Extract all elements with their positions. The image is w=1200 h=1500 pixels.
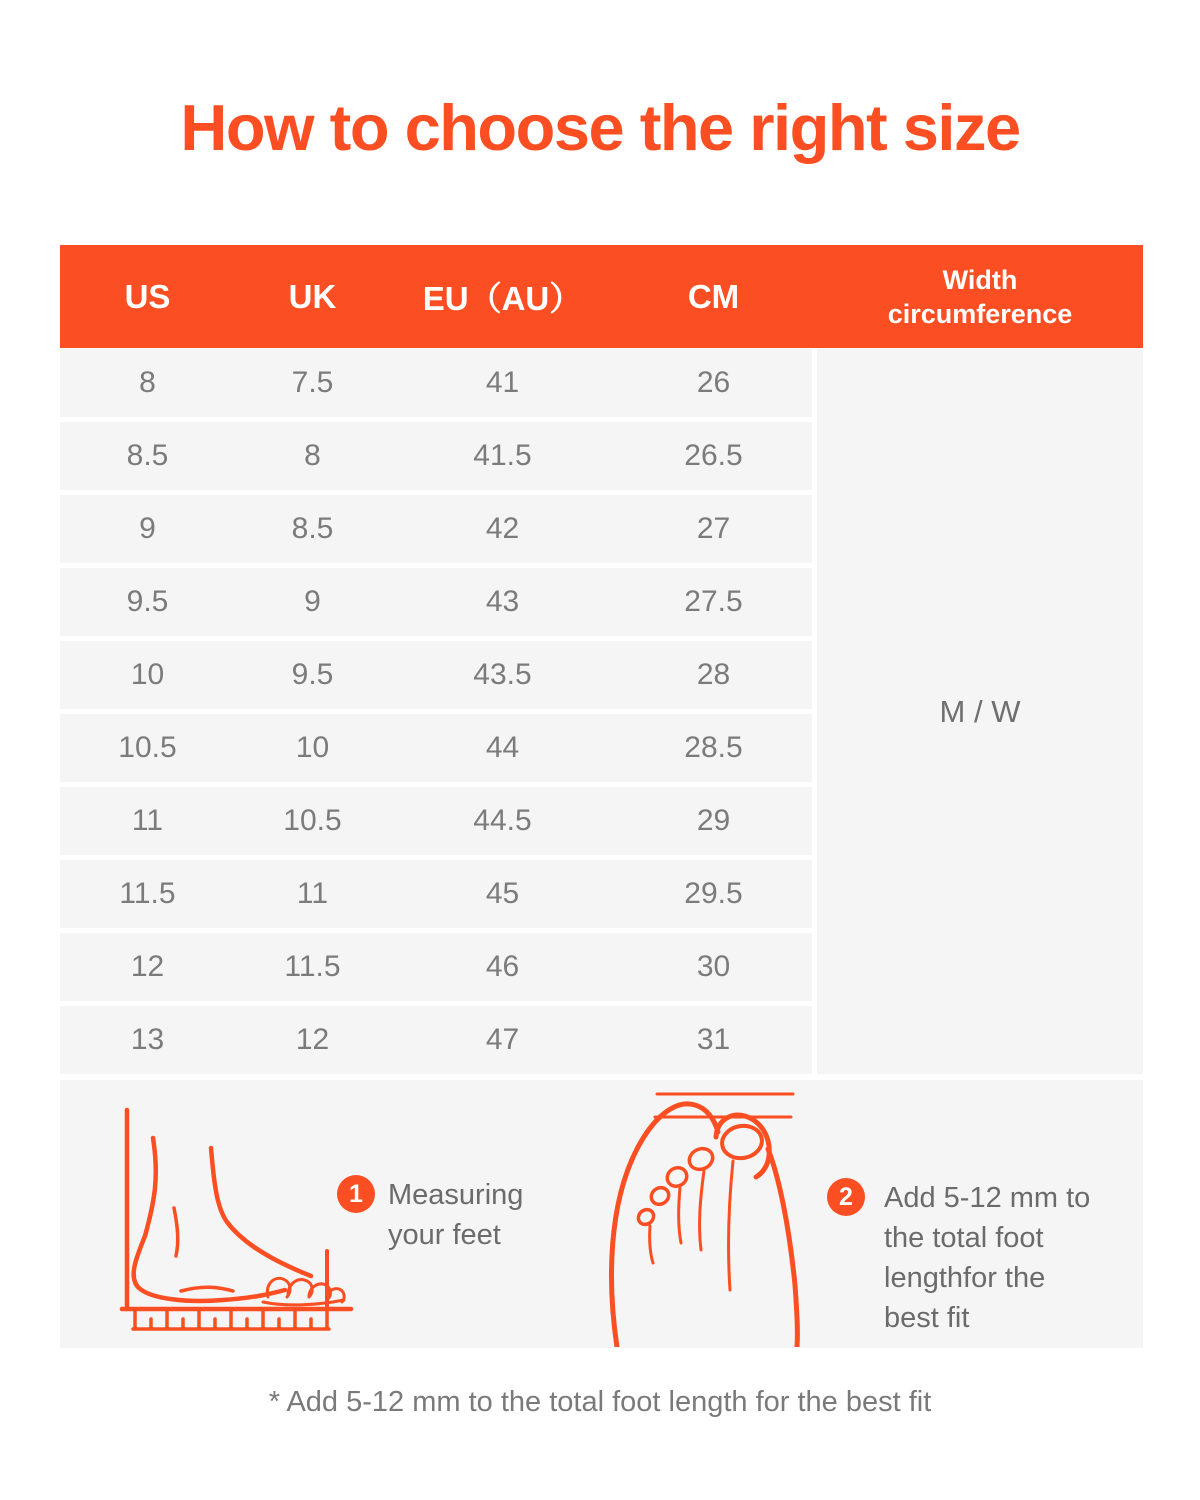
col-header-us: US — [124, 277, 171, 315]
step-2-number: 2 — [839, 1182, 853, 1211]
step-2-line: the total foot — [884, 1222, 1044, 1254]
size-cell: 44.5 — [473, 804, 532, 837]
size-cell: 7.5 — [291, 366, 334, 399]
step-1-text — [388, 1175, 523, 1255]
page-title: How to choose the right size — [180, 91, 1020, 164]
table-row — [60, 422, 812, 490]
size-cell: 10 — [295, 731, 330, 764]
size-cell: 10.5 — [118, 731, 177, 764]
size-cell: 47 — [485, 1023, 520, 1056]
table-row — [60, 933, 812, 1001]
col-header-eu-au: EU（AU） — [422, 280, 583, 317]
size-cell: 12 — [130, 950, 165, 983]
size-cell: 8 — [139, 366, 156, 399]
col-header-width-circumference — [817, 263, 1143, 331]
table-row — [60, 1006, 812, 1074]
size-cell: 9.5 — [291, 658, 334, 691]
size-cell: 28.5 — [684, 731, 743, 764]
size-cell: 8.5 — [126, 439, 169, 472]
size-cell: 11 — [131, 804, 164, 837]
size-cell: 11.5 — [284, 950, 341, 983]
size-cell: 9.5 — [126, 585, 169, 618]
step-1-number: 1 — [349, 1179, 363, 1208]
table-row — [60, 495, 812, 563]
size-cell: 43.5 — [473, 658, 532, 691]
step-1-line: your feet — [388, 1219, 501, 1251]
table-row — [60, 568, 812, 636]
table-row — [60, 787, 812, 855]
col-header-cm: CM — [687, 277, 740, 315]
size-cell: 8 — [304, 439, 321, 472]
size-cell: 9 — [139, 512, 156, 545]
size-cell: 8.5 — [291, 512, 334, 545]
step-2-text — [884, 1178, 1090, 1338]
size-table-body — [60, 349, 1143, 1074]
size-cell: 26.5 — [684, 439, 743, 472]
size-cell: 27.5 — [684, 585, 743, 618]
size-cell: 26 — [696, 366, 731, 399]
step-1-line: Measuring — [388, 1179, 524, 1211]
size-cell: 11 — [296, 877, 329, 910]
size-cell: 43 — [485, 585, 520, 618]
size-cell: 28 — [696, 658, 731, 691]
step-2-line: lengthfor the — [884, 1262, 1046, 1294]
size-cell: 10 — [130, 658, 165, 691]
size-cell: 29 — [696, 804, 731, 837]
step-2-line: best fit — [884, 1302, 970, 1334]
measuring-instructions-panel — [60, 1080, 1143, 1348]
footnote: * Add 5-12 mm to the total foot length for the best fit — [268, 1386, 932, 1418]
size-cell: 42 — [485, 512, 520, 545]
size-cell: 46 — [485, 950, 520, 983]
step-2-badge — [827, 1178, 865, 1216]
width-circumference-cell — [817, 349, 1143, 1074]
size-cell: 10.5 — [283, 804, 342, 837]
col-header-uk: UK — [288, 277, 337, 315]
size-cell: 41 — [485, 366, 520, 399]
table-row — [60, 349, 812, 417]
table-row — [60, 641, 812, 709]
size-cell: 12 — [295, 1023, 330, 1056]
size-cell: 30 — [696, 950, 731, 983]
size-cell: 9 — [304, 585, 321, 618]
foot-side-with-ruler-icon — [115, 1088, 385, 1343]
size-cell: 29.5 — [684, 877, 743, 910]
size-table-header — [60, 245, 1143, 348]
size-cell: 44 — [485, 731, 520, 764]
size-cell: 31 — [696, 1023, 731, 1056]
foot-top-toes-icon — [605, 1085, 870, 1347]
size-cell: 11.5 — [119, 877, 176, 910]
step-2-line: Add 5-12 mm to — [884, 1182, 1091, 1214]
width-header-line1: Width — [942, 264, 1018, 295]
width-header-line2: circumference — [887, 298, 1073, 329]
size-cell: 13 — [130, 1023, 165, 1056]
table-row — [60, 714, 812, 782]
size-table — [60, 245, 1143, 1074]
width-value: M / W — [939, 693, 1021, 729]
size-rows — [60, 349, 812, 1074]
size-cell: 41.5 — [473, 439, 532, 472]
size-cell: 45 — [485, 877, 520, 910]
size-cell: 27 — [696, 512, 731, 545]
table-row — [60, 860, 812, 928]
step-1-badge — [337, 1175, 375, 1213]
